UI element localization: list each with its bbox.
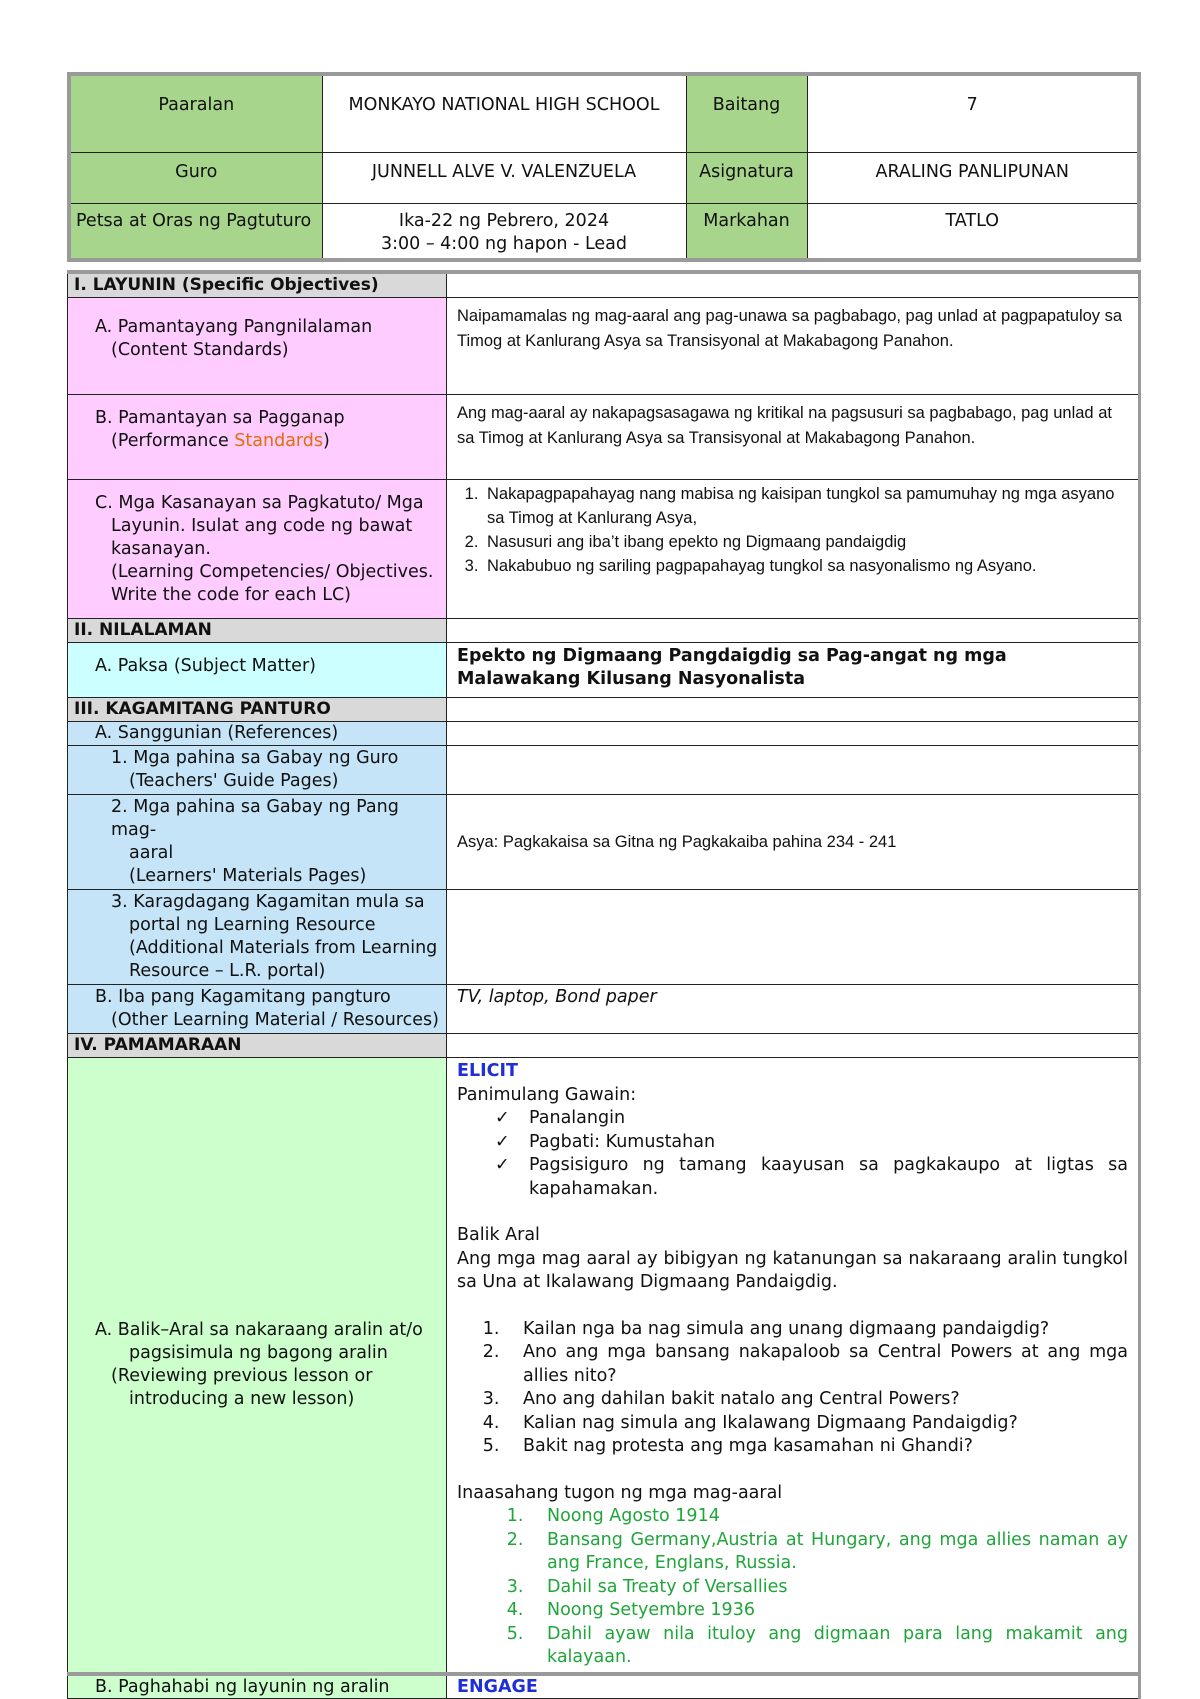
date-value: Ika-22 ng Pebrero, 2024: [398, 211, 610, 231]
school-value: MONKAYO NATIONAL HIGH SCHOOL: [322, 74, 686, 153]
list-item: 3. Nakabubuo ng sariling pagpapahayag tungkol sa nasyonalismo ng Asyano.: [483, 554, 1128, 578]
section-nilalaman: [68, 619, 1140, 643]
teacher-value: JUNNELL ALVE V. VALENZUELA: [322, 153, 686, 204]
check-item: ✓ Panalangin: [495, 1107, 1128, 1131]
row-sublabel: (Content Standards): [111, 340, 289, 360]
date-label: Petsa at Oras ng Pagtuturo: [69, 204, 322, 261]
answer-list: [457, 1505, 1128, 1670]
section-layunin: [68, 272, 1140, 298]
other-materials-value: TV, laptop, Bond paper: [447, 985, 1140, 1034]
list-item: 1. Nakapagpapahayag nang mabisa ng kaisipan tungkol sa pamumuhay ng mga asyano sa Timog at Kanlurang Asya,: [483, 482, 1128, 530]
main-table: [67, 270, 1141, 1699]
row-additional-materials: [68, 890, 1140, 985]
list-item: 3. Dahil sa Treaty of Versallies: [529, 1576, 1128, 1600]
balik-aral-text: Ang mga mag aaral ay bibigyan ng katanungan sa nakaraang aralin tungkol sa Una at Ikalawang Digmaang Pandaigdig.: [457, 1248, 1128, 1292]
row-sublabel: (Learners' Materials Pages): [129, 866, 367, 886]
section-title: I. LAYUNIN (Specific Objectives): [68, 272, 447, 298]
engage-label: ENGAGE: [457, 1676, 538, 1697]
list-item: 2. Bansang Germany,Austria at Hungary, ang mga allies naman ay ang France, Englans, Russia.: [529, 1529, 1128, 1576]
row-label: C. Mga Kasanayan sa Pagkatuto/ Mga: [95, 493, 424, 513]
checklist: [457, 1107, 1128, 1201]
quarter-label: Markahan: [686, 204, 807, 261]
list-item: 4. Kalian nag simula ang Ikalawang Digmaang Pandaigdig?: [505, 1412, 1128, 1436]
performance-standards-text: Ang mag-aaral ay nakapagsasagawa ng kritikal na pagsusuri sa pagbabago, pag unlad at sa Timog at Kanlurang Asya sa Transisyonal at Makabagong Panahon.: [447, 395, 1140, 480]
subject-label: Asignatura: [686, 153, 807, 204]
row-other-materials: [68, 985, 1140, 1034]
row-label: Layunin. Isulat ang code ng bawat: [111, 516, 413, 536]
subject-value: ARALING PANLIPUNAN: [807, 153, 1139, 204]
list-item: 4. Noong Setyembre 1936: [529, 1599, 1128, 1623]
row-label: B. Paghahabi ng layunin ng aralin: [95, 1676, 390, 1697]
content-standards-text: Naipamamalas ng mag-aaral ang pag-unawa sa pagbabago, pag unlad at pagpapatuloy sa Timog at Kanlurang Asya sa Transisyonal at Makabagong Panahon.: [447, 298, 1140, 395]
row-label: Resource – L.R. portal): [129, 961, 326, 981]
row-balik-aral: [68, 1058, 1140, 1674]
row-content-standards: [68, 298, 1140, 395]
list-item: 1. Kailan nga ba nag simula ang unang digmaang pandaigdig?: [505, 1318, 1128, 1342]
row-sublabel: introducing a new lesson): [129, 1388, 355, 1409]
section-title: III. KAGAMITANG PANTURO: [68, 698, 447, 722]
grade-label: Baitang: [686, 74, 807, 153]
row-paghahabi: [68, 1674, 1140, 1699]
check-item: ✓ Pagsisiguro ng tamang kaayusan sa pagkakaupo at ligtas sa kapahamakan.: [495, 1154, 1128, 1201]
row-teachers-guide: [68, 746, 1140, 795]
learners-materials-value: Asya: Pagkakaisa sa Gitna ng Pagkakaiba pahina 234 - 241: [447, 795, 1140, 890]
list-item: 5. Bakit nag protesta ang mga kasamahan ni Ghandi?: [505, 1435, 1128, 1459]
header-table: [67, 72, 1141, 262]
inaasahan-label: Inaasahang tugon ng mga mag-aaral: [457, 1482, 783, 1503]
row-label: (Learning Competencies/ Objectives.: [111, 562, 434, 582]
row-label: Write the code for each LC): [111, 585, 352, 605]
row-label: B. Pamantayan sa Pagganap: [95, 408, 345, 428]
question-list: [457, 1318, 1128, 1459]
row-sublabel: (Performance Standards): [111, 431, 330, 451]
section-pamamaraan: [68, 1034, 1140, 1058]
row-paksa: [68, 643, 1140, 698]
list-item: 2. Ano ang mga bansang nakapaloob sa Central Powers at ang mga allies nito?: [505, 1341, 1128, 1388]
section-title: IV. PAMAMARAAN: [68, 1034, 447, 1058]
list-item: 1. Noong Agosto 1914: [529, 1505, 1128, 1529]
row-label: 3. Karagdagang Kagamitan mula sa: [111, 892, 425, 912]
row-label: A. Balik–Aral sa nakaraang aralin at/o: [95, 1319, 423, 1340]
row-sublabel: (Teachers' Guide Pages): [129, 771, 339, 791]
list-item: 2. Nasusuri ang iba’t ibang epekto ng Digmaang pandaigdig: [483, 530, 1128, 554]
row-label: aaral: [129, 843, 174, 863]
quarter-value: TATLO: [807, 204, 1139, 261]
panimula-label: Panimulang Gawain:: [457, 1084, 637, 1105]
row-label: B. Iba pang Kagamitang pangturo: [95, 987, 391, 1007]
row-performance-standards: [68, 395, 1140, 480]
section-title: II. NILALAMAN: [68, 619, 447, 643]
balik-aral-label: Balik Aral: [457, 1225, 540, 1245]
grade-value: 7: [807, 74, 1139, 153]
row-learners-materials: [68, 795, 1140, 890]
row-label: 1. Mga pahina sa Gabay ng Guro: [111, 748, 399, 768]
row-sublabel: (Other Learning Material / Resources): [111, 1010, 439, 1030]
row-label: 2. Mga pahina sa Gabay ng Pang mag-: [111, 797, 399, 840]
section-kagamitan: [68, 698, 1140, 722]
competencies-list: [457, 482, 1128, 578]
elicit-label: ELICIT: [457, 1061, 518, 1081]
row-competencies: [68, 480, 1140, 619]
row-sanggunian: [68, 722, 1140, 746]
paksa-value: Epekto ng Digmaang Pangdaigdig sa Pag-angat ng mga: [457, 646, 1007, 666]
teacher-label: Guro: [69, 153, 322, 204]
row-sublabel: (Reviewing previous lesson or: [111, 1365, 373, 1386]
row-label: A. Sanggunian (References): [95, 723, 339, 743]
balik-aral-content: [447, 1058, 1140, 1674]
paksa-value: Malawakang Kilusang Nasyonalista: [457, 669, 806, 689]
row-label: portal ng Learning Resource: [129, 915, 376, 935]
list-item: 5. Dahil ayaw nila ituloy ang digmaan para lang makamit ang kalayaan.: [529, 1623, 1128, 1670]
check-item: ✓ Pagbati: Kumustahan: [495, 1131, 1128, 1155]
date-cell: [322, 204, 686, 261]
lesson-plan-page: [67, 72, 1141, 1699]
row-label: A. Pamantayang Pangnilalaman: [95, 317, 373, 337]
row-label: kasanayan.: [111, 539, 211, 559]
row-label: pagsisimula ng bagong aralin: [129, 1342, 388, 1363]
school-label: Paaralan: [69, 74, 322, 153]
list-item: 3. Ano ang dahilan bakit natalo ang Central Powers?: [505, 1388, 1128, 1412]
row-label: (Additional Materials from Learning: [129, 938, 438, 958]
time-value: 3:00 – 4:00 ng hapon - Lead: [381, 234, 627, 254]
row-label: A. Paksa (Subject Matter): [95, 656, 316, 676]
